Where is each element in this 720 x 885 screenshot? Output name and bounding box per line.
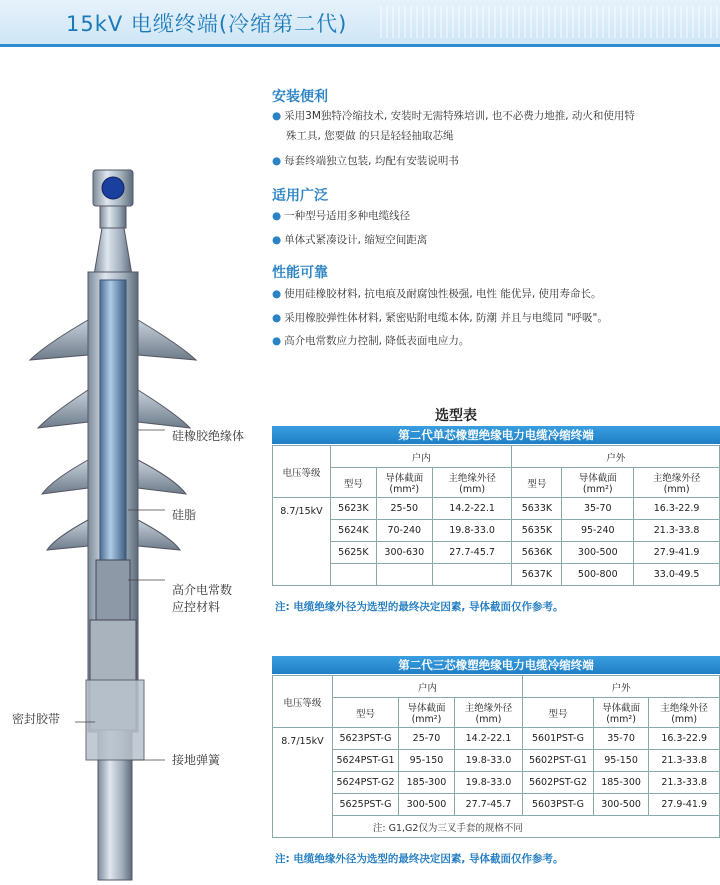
cable-termination-illustration bbox=[0, 160, 280, 885]
table-cell: 19.8-33.0 bbox=[432, 520, 512, 542]
header-model: 型号 bbox=[330, 468, 376, 498]
selection-table-title: 选型表 bbox=[435, 408, 477, 424]
table-cell: 5623K bbox=[330, 498, 376, 520]
table-cell: 19.8-33.0 bbox=[454, 772, 522, 794]
callout-ground-spring: 接地弹簧 bbox=[172, 753, 221, 767]
table-cell: 5625K bbox=[330, 542, 376, 564]
header-indoor: 户内 bbox=[330, 446, 512, 468]
bullet-dot-icon: ● bbox=[272, 335, 282, 347]
shed bbox=[138, 460, 186, 494]
bullet-item bbox=[272, 331, 469, 351]
bullet-text: 每套终端独立包装, 均配有安装说明书 bbox=[284, 155, 459, 167]
table-cell bbox=[376, 564, 432, 586]
table-cell: 25-70 bbox=[399, 728, 455, 750]
table-cell: 5625PST-G bbox=[332, 794, 398, 816]
table2-subnote: 注: G1,G2仅为三叉手套的规格不同 bbox=[332, 816, 719, 838]
header-voltage: 电压等级 bbox=[273, 446, 331, 498]
table-cell: 33.0-49.5 bbox=[634, 564, 720, 586]
table1 bbox=[272, 445, 720, 586]
table-cell: 5624PST-G2 bbox=[332, 772, 398, 794]
section-title-install: 安装便利 bbox=[272, 89, 328, 105]
table-row bbox=[273, 794, 720, 816]
header-voltage: 电压等级 bbox=[273, 676, 333, 728]
bullet-dot-icon: ● bbox=[272, 210, 282, 222]
voltage-cell: 8.7/15kV bbox=[273, 728, 333, 838]
table-cell: 14.2-22.1 bbox=[454, 728, 522, 750]
table-cell bbox=[432, 564, 512, 586]
table-row bbox=[273, 728, 720, 750]
bullet-item bbox=[272, 308, 608, 328]
table-cell: 5624K bbox=[330, 520, 376, 542]
shed bbox=[138, 320, 196, 360]
table-row bbox=[273, 750, 720, 772]
table-cell: 16.3-22.9 bbox=[649, 728, 720, 750]
header-banner bbox=[0, 0, 720, 44]
section-title-reliability: 性能可靠 bbox=[272, 265, 328, 281]
table-cell: 5602PST-G2 bbox=[523, 772, 594, 794]
callout-stress-control-line1: 高介电常数 bbox=[172, 583, 233, 597]
table-cell: 27.9-41.9 bbox=[649, 794, 720, 816]
shed bbox=[42, 460, 88, 494]
table1-title: 第二代单芯橡塑绝缘电力电缆冷缩终端 bbox=[272, 426, 720, 444]
lug-hole bbox=[102, 177, 124, 199]
header-divider bbox=[0, 44, 720, 47]
table-cell: 21.3-33.8 bbox=[634, 520, 720, 542]
table-row bbox=[273, 520, 720, 542]
table-cell: 5637K bbox=[512, 564, 562, 586]
shed bbox=[138, 390, 190, 428]
header-section: 导体截面 (mm²) bbox=[376, 468, 432, 498]
bullet-dot-icon: ● bbox=[272, 110, 282, 122]
table-cell: 19.8-33.0 bbox=[454, 750, 522, 772]
table-cell: 95-240 bbox=[562, 520, 634, 542]
table-cell: 5603PST-G bbox=[523, 794, 594, 816]
table-cell: 185-300 bbox=[399, 772, 455, 794]
header-model: 型号 bbox=[332, 698, 398, 728]
table-cell: 16.3-22.9 bbox=[634, 498, 720, 520]
table-cell: 5635K bbox=[512, 520, 562, 542]
table-cell: 25-50 bbox=[376, 498, 432, 520]
table-cell: 300-630 bbox=[376, 542, 432, 564]
bullet-dot-icon: ● bbox=[272, 234, 282, 246]
header-model: 型号 bbox=[512, 468, 562, 498]
header-outdoor: 户外 bbox=[512, 446, 720, 468]
table-cell: 35-70 bbox=[562, 498, 634, 520]
table-row bbox=[273, 498, 720, 520]
bullet-item bbox=[272, 284, 602, 304]
table2-title: 第二代三芯橡塑绝缘电力电缆冷缩终端 bbox=[272, 656, 720, 674]
bullet-item bbox=[272, 206, 410, 226]
header-decoration bbox=[380, 6, 720, 38]
table-row bbox=[273, 542, 720, 564]
header-section: 导体截面 (mm²) bbox=[593, 698, 649, 728]
bullet-text: 使用硅橡胶材料, 抗电痕及耐腐蚀性极强, 电性 能优异, 使用寿命长。 bbox=[284, 288, 602, 300]
table-cell: 21.3-33.8 bbox=[649, 750, 720, 772]
table-cell: 27.7-45.7 bbox=[454, 794, 522, 816]
table-cell: 5623PST-G bbox=[332, 728, 398, 750]
bullet-item bbox=[272, 106, 635, 126]
shed bbox=[47, 520, 88, 550]
bullet-item bbox=[272, 151, 459, 171]
bullet-dot-icon: ● bbox=[272, 312, 282, 324]
bullet-text: 单体式紧凑设计, 缩短空间距离 bbox=[284, 234, 428, 246]
table1-note: 注: 电缆绝缘外径为选型的最终决定因素, 导体截面仅作参考。 bbox=[275, 601, 564, 613]
table-cell: 35-70 bbox=[593, 728, 649, 750]
table-cell: 5602PST-G1 bbox=[523, 750, 594, 772]
table-cell: 300-500 bbox=[562, 542, 634, 564]
header-od: 主绝缘外径 (mm) bbox=[649, 698, 720, 728]
table-row bbox=[273, 772, 720, 794]
table2 bbox=[272, 675, 720, 838]
table-cell: 27.9-41.9 bbox=[634, 542, 720, 564]
bullet-item-continued: 殊工具, 您要做 的只是轻轻抽取芯绳 bbox=[286, 130, 454, 142]
table-cell: 70-240 bbox=[376, 520, 432, 542]
callout-silicone-grease: 硅脂 bbox=[172, 508, 197, 522]
callout-silicone-insulator: 硅橡胶绝缘体 bbox=[172, 429, 245, 443]
header-od: 主绝缘外径 (mm) bbox=[432, 468, 512, 498]
table-cell: 185-300 bbox=[593, 772, 649, 794]
bullet-text: 采用3M独特冷缩技术, 安装时无需特殊培训, 也不必费力地推, 动火和使用特 bbox=[284, 110, 635, 122]
header-outdoor: 户外 bbox=[523, 676, 720, 698]
table-cell: 5601PST-G bbox=[523, 728, 594, 750]
table-cell: 21.3-33.8 bbox=[649, 772, 720, 794]
header-od: 主绝缘外径 (mm) bbox=[634, 468, 720, 498]
bullet-text: 一种型号适用多种电缆线径 bbox=[284, 210, 411, 222]
table-cell: 500-800 bbox=[562, 564, 634, 586]
header-indoor: 户内 bbox=[332, 676, 522, 698]
table-cell: 300-500 bbox=[399, 794, 455, 816]
table-cell: 95-150 bbox=[399, 750, 455, 772]
bullet-text: 采用橡胶弹性体材料, 紧密贴附电缆本体, 防潮 并且与电缆同 "呼吸"。 bbox=[284, 312, 608, 324]
table-cell: 95-150 bbox=[593, 750, 649, 772]
header-section: 导体截面 (mm²) bbox=[399, 698, 455, 728]
bullet-dot-icon: ● bbox=[272, 155, 282, 167]
table-row bbox=[273, 564, 720, 586]
bullet-dot-icon: ● bbox=[272, 288, 282, 300]
table-cell: 5624PST-G1 bbox=[332, 750, 398, 772]
header-section: 导体截面 (mm²) bbox=[562, 468, 634, 498]
bullet-item bbox=[272, 230, 427, 250]
table-cell: 5633K bbox=[512, 498, 562, 520]
bullet-text: 高介电常数应力控制, 降低表面电应力。 bbox=[284, 335, 470, 347]
voltage-cell: 8.7/15kV bbox=[273, 498, 331, 586]
table2-note: 注: 电缆绝缘外径为选型的最终决定因素, 导体截面仅作参考。 bbox=[275, 853, 564, 865]
table-cell: 27.7-45.7 bbox=[432, 542, 512, 564]
header-od: 主绝缘外径 (mm) bbox=[454, 698, 522, 728]
shed bbox=[30, 320, 88, 360]
shed bbox=[38, 390, 88, 428]
shed bbox=[138, 520, 180, 550]
callout-sealing-tape: 密封胶带 bbox=[12, 712, 61, 726]
section-title-application: 适用广泛 bbox=[272, 188, 328, 204]
table-cell: 5636K bbox=[512, 542, 562, 564]
callout-stress-control-line2: 应控材料 bbox=[172, 600, 221, 614]
table-cell: 14.2-22.1 bbox=[432, 498, 512, 520]
table-row bbox=[273, 816, 720, 838]
table-cell: 300-500 bbox=[593, 794, 649, 816]
header-model: 型号 bbox=[523, 698, 594, 728]
table-cell bbox=[330, 564, 376, 586]
page-title: 15kV 电缆终端(冷缩第二代) bbox=[66, 12, 348, 36]
